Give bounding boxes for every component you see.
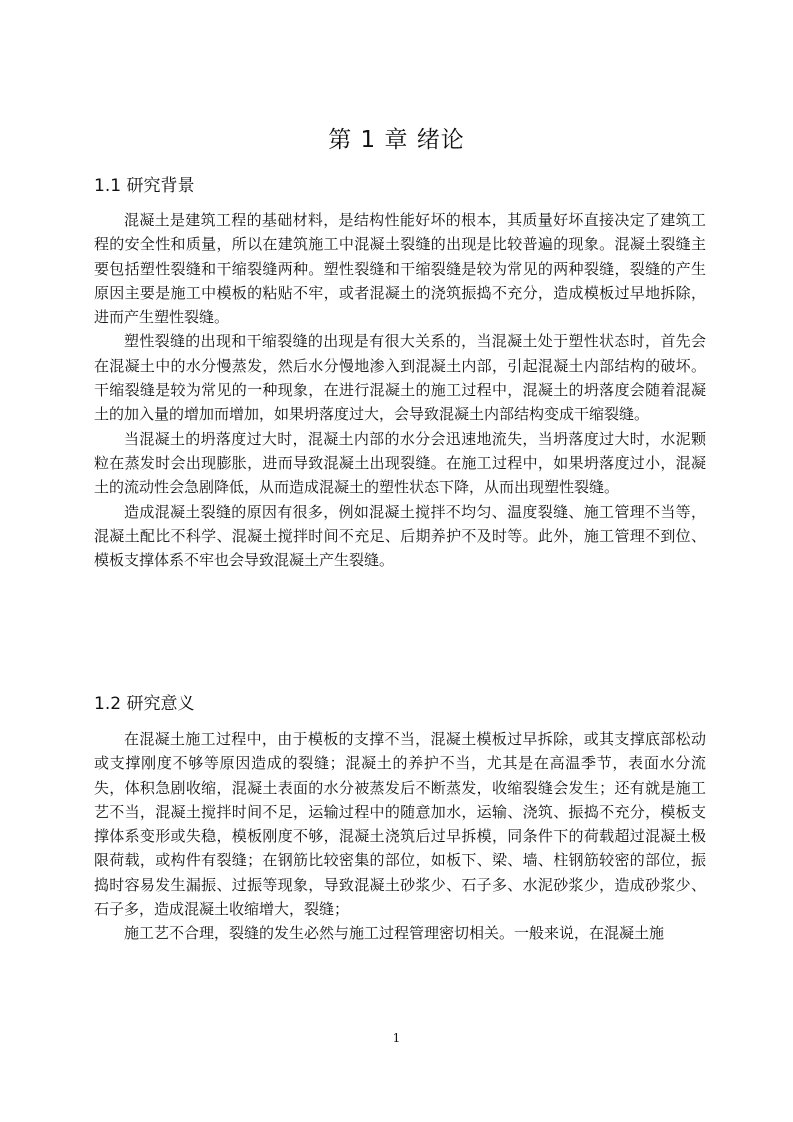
page-number: 1: [392, 1031, 401, 1045]
paragraph: 混凝土是建筑工程的基础材料，是结构性能好坏的根本，其质量好坏直接决定了建筑工程的安全性和质量，所以在建筑施工中混凝土裂缝的出现是比较普遍的现象。混凝土裂缝主要包括塑性裂缝和干缩裂缝两种。塑性裂缝和干缩裂缝是较为常见的两种裂缝，裂缝的产生原因主要是施工中模板的粘贴不牢，或者混凝土的浇筑振捣不充分，造成模板过早地拆除，进而产生塑性裂缝。: [94, 211, 706, 327]
chapter-title: 第 1 章 绪论: [328, 127, 465, 153]
paragraph: 施工艺不合理，裂缝的发生必然与施工过程管理密切相关。一般来说，在混凝土施: [124, 924, 665, 943]
paragraph: 当混凝土的坍落度过大时，混凝土内部的水分会迅速地流失，当坍落度过大时，水泥颗粒在蒸发时会出现膨胀，进而导致混凝土出现裂缝。在施工过程中，如果坍落度过小，混凝土的流动性会急剧降低，从而造成混凝土的塑性状态下降，从而出现塑性裂缝。: [94, 429, 706, 497]
section-heading-1-1: 1.1 研究背景: [94, 176, 195, 196]
section-body-1-2: [94, 727, 706, 946]
paragraph: 塑性裂缝的出现和干缩裂缝的出现是有很大关系的，当混凝土处于塑性状态时，首先会在混凝土中的水分慢蒸发，然后水分慢地渗入到混凝土内部，引起混凝土内部结构的破坏。干缩裂缝是较为常见的一种现象，在进行混凝土的施工过程中，混凝土的坍落度会随着混凝土的加入量的增加而增加，如果坍落度过大，会导致混凝土内部结构变成干缩裂缝。: [94, 332, 706, 424]
section-heading-1-2: 1.2 研究意义: [94, 694, 195, 714]
paragraph: 在混凝土施工过程中，由于模板的支撑不当，混凝土模板过早拆除，或其支撑底部松动或支撑刚度不够等原因造成的裂缝；混凝土的养护不当，尤其是在高温季节，表面水分流失，体积急剧收缩，混凝土表面的水分被蒸发后不断蒸发，收缩裂缝会发生；还有就是施工艺不当，混凝土搅拌时间不足，运输过程中的随意加水，运输、浇筑、振捣不充分，模板支撑体系变形或失稳，模板刚度不够，混凝土浇筑后过早拆模，同条件下的荷载超过混凝土极限荷载，或构件有裂缝；在钢筋比较密集的部位，如板下、梁、墙、柱钢筋较密的部位，振捣时容易发生漏振、过振等现象，导致混凝土砂浆少、石子多、水泥砂浆少，造成砂浆少、石子多，造成混凝土收缩增大，裂缝；: [94, 730, 706, 919]
paragraph: 造成混凝土裂缝的原因有很多，例如混凝土搅拌不均匀、温度裂缝、施工管理不当等，混凝土配比不科学、混凝土搅拌时间不充足、后期养护不及时等。此外，施工管理不到位、模板支撑体系不牢也会导致混凝土产生裂缝。: [94, 502, 706, 570]
section-body-1-1: [94, 208, 706, 572]
